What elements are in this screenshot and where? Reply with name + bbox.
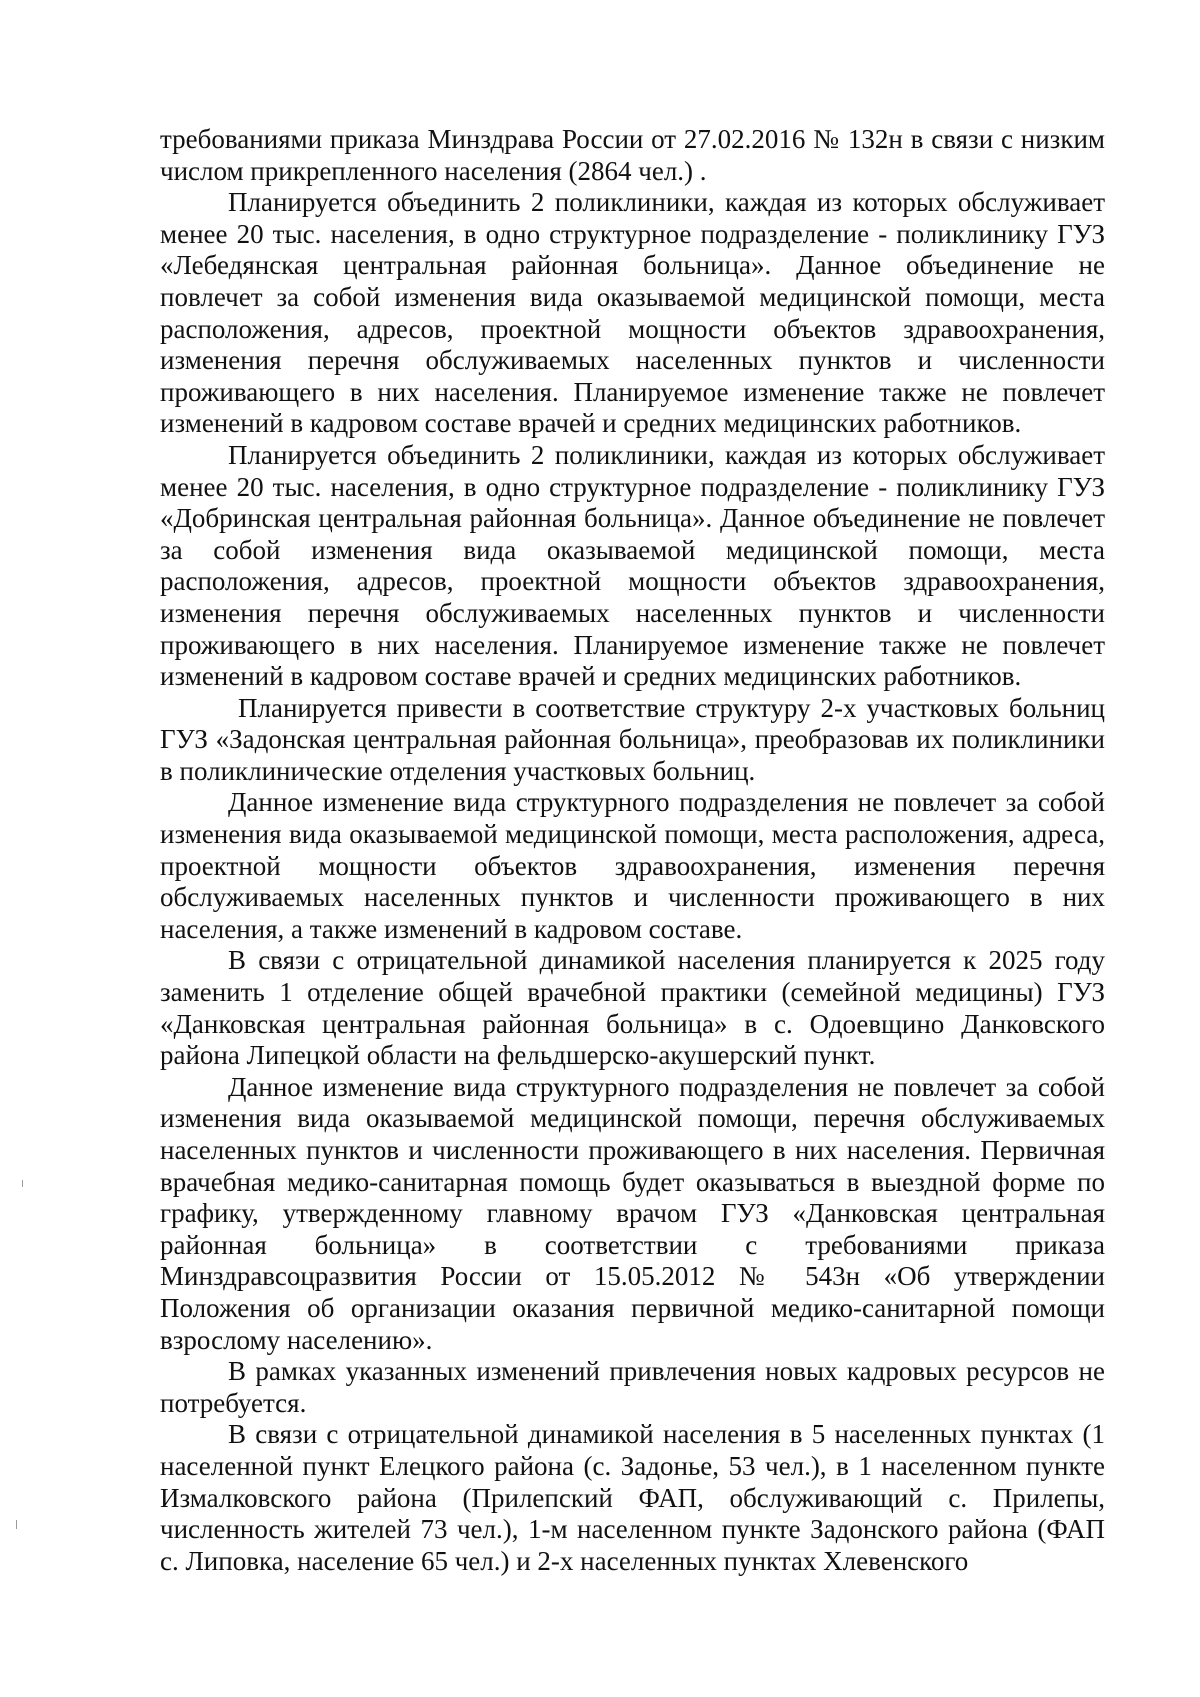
paragraph-2: Планируется объединить 2 поликлиники, каждая из которых обслуживает менее 20 тыс. населения, в одно структурное подразделение - поликлинику ГУЗ «Лебедянская центральная районная больница». Данное объединение не повлечет за собой изменения вида оказываемой медицинской помощи, места расположения, адресов, проектной мощности объектов здравоохранения, изменения перечня обслуживаемых населенных пунктов и численности проживающего в них населения. Планируемое изменение также не повлечет изменений в кадровом составе врачей и средних медицинских работников. [160, 187, 1105, 439]
scan-margin-mark [22, 1180, 23, 1187]
paragraph-3: Планируется объединить 2 поликлиники, каждая из которых обслуживает менее 20 тыс. населения, в одно структурное подразделение - поликлинику ГУЗ «Добринская центральная районная больница». Данное объединение не повлечет за собой изменения вида оказываемой медицинской помощи, места расположения, адресов, проектной мощности объектов здравоохранения, изменения перечня обслуживаемых населенных пунктов и численности проживающего в них населения. Планируемое изменение также не повлечет изменений в кадровом составе врачей и средних медицинских работников. [160, 439, 1105, 692]
paragraph-9: В связи с отрицательной динамикой населения в 5 населенных пунктах (1 населенной пункт Елецкого района (с. Задонье, 53 чел.), в 1 населенном пункте Измалковского района (Прилепский ФАП, обслуживающий с. Прилепы, численность жителей 73 чел.), 1-м населенном пункте Задонского района (ФАП с. Липовка, население 65 чел.) и 2-х населенных пунктах Хлевенского [160, 1419, 1105, 1576]
paragraph-1: требованиями приказа Минздрава России от 27.02.2016 № 132н в связи с низким числом прикрепленного населения (2864 чел.) . [160, 124, 1105, 186]
paragraph-6: В связи с отрицательной динамикой населения планируется к 2025 году заменить 1 отделение общей врачебной практики (семейной медицины) ГУЗ «Данковская центральная районная больница» в с. Одоевщино Данковского района Липецкой области на фельдшерско-акушерский пункт. [160, 945, 1105, 1071]
paragraph-4: Планируется привести в соответствие структуру 2-х участковых больниц ГУЗ «Задонская центральная районная больница», преобразовав их поликлиники в поликлинические отделения участковых больниц. [160, 692, 1105, 786]
scan-margin-mark [16, 1520, 17, 1529]
paragraph-8: В рамках указанных изменений привлечения новых кадровых ресурсов не потребуется. [160, 1356, 1105, 1418]
document-body [160, 124, 1105, 1577]
paragraph-5: Данное изменение вида структурного подразделения не повлечет за собой изменения вида оказываемой медицинской помощи, места расположения, адреса, проектной мощности объектов здравоохранения, изменения перечня обслуживаемых населенных пунктов и численности проживающего в них населения, а также изменений в кадровом составе. [160, 787, 1105, 944]
paragraph-7: Данное изменение вида структурного подразделения не повлечет за собой изменения вида оказываемой медицинской помощи, перечня обслуживаемых населенных пунктов и численности проживающего в них населения. Первичная врачебная медико-санитарная помощь будет оказываться в выездной форме по графику, утвержденному главному врачом ГУЗ «Данковская центральная районная больница» в соответствии с требованиями приказа Минздравсоцразвития России от 15.05.2012 № 543н «Об утверждении Положения об организации оказания первичной медико-санитарной помощи взрослому населению». [160, 1071, 1105, 1355]
